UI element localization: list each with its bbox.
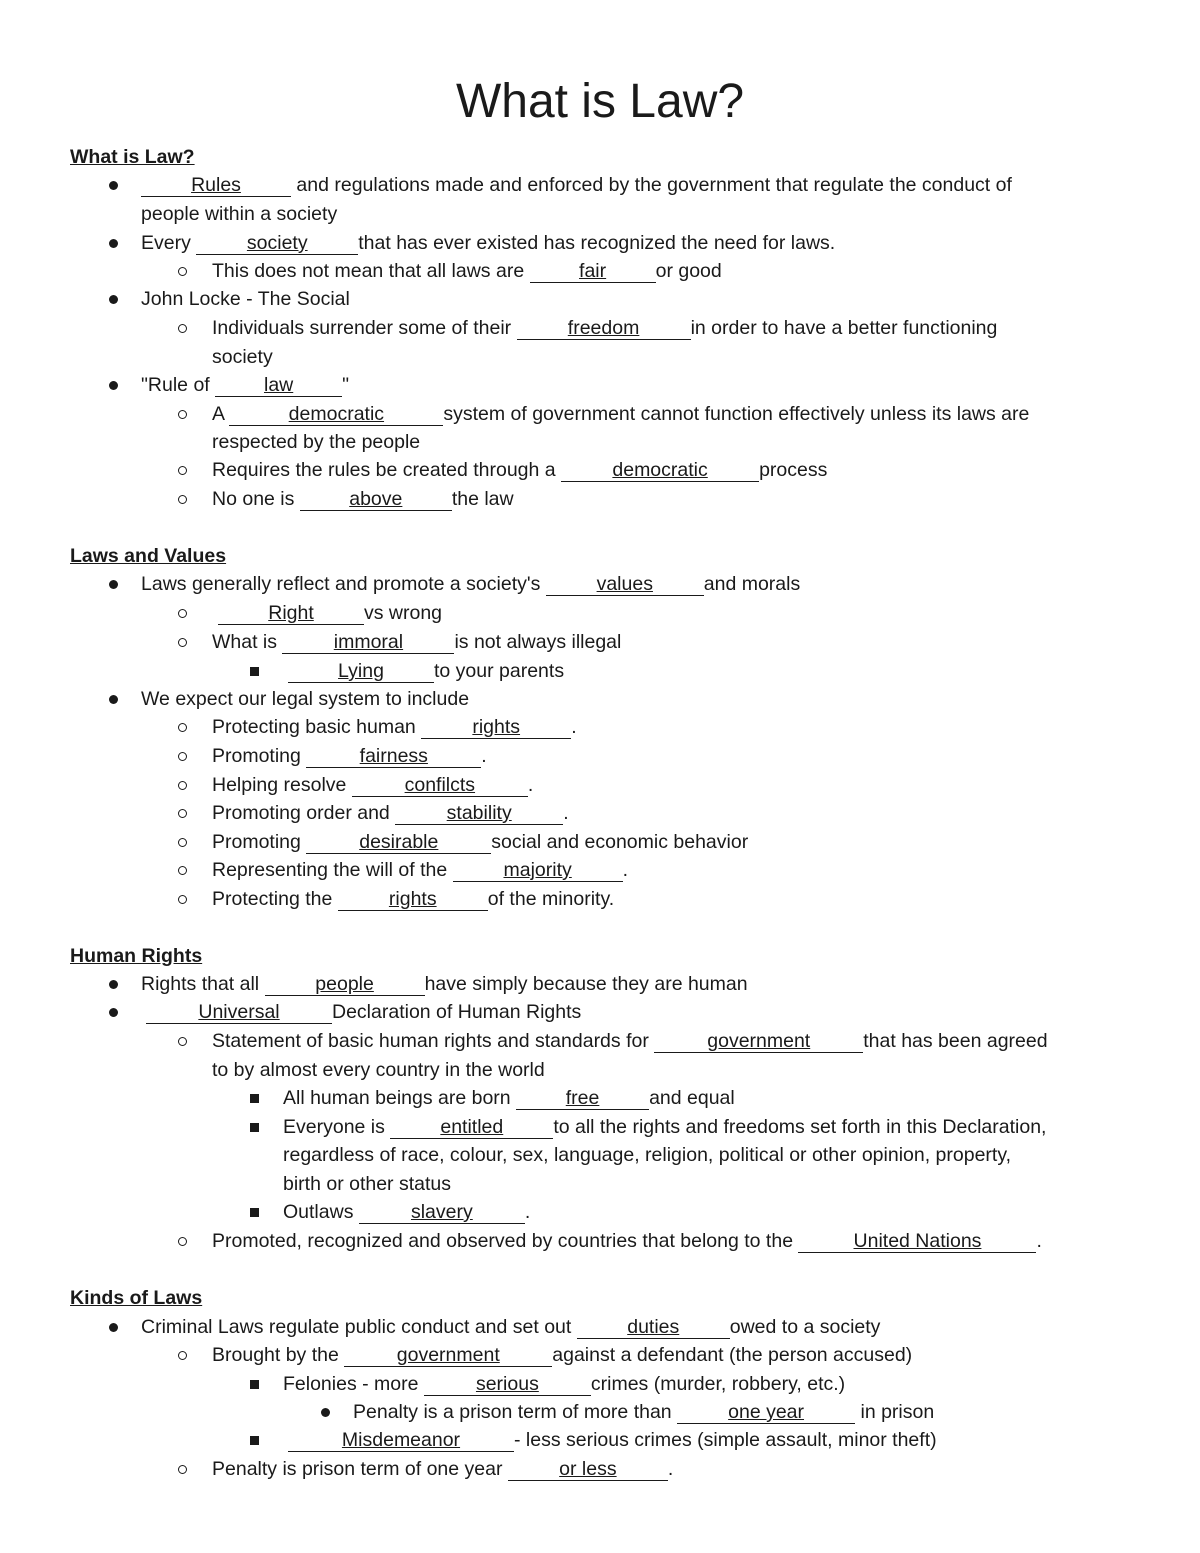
list-item: Promoting order and stability . xyxy=(212,802,569,824)
list-item-continuation: to by almost every country in the world xyxy=(212,1059,545,1081)
bullet-dot-icon xyxy=(109,1008,118,1017)
list-item: Helping resolve confilcts . xyxy=(212,774,534,796)
fill-blank: government xyxy=(654,1030,863,1053)
bullet-dot-icon xyxy=(109,181,118,190)
list-item: Every society that has ever existed has recognized the need for laws. xyxy=(141,232,836,254)
list-item: Representing the will of the majority . xyxy=(212,859,629,881)
list-item: Outlaws slavery . xyxy=(283,1201,531,1223)
list-item: Criminal Laws regulate public conduct and set out duties owed to a society xyxy=(141,1316,881,1338)
fill-blank: stability xyxy=(395,802,563,825)
fill-blank: law xyxy=(215,374,342,397)
bullet-dot-icon xyxy=(109,980,118,989)
page-title: What is Law? xyxy=(455,75,745,128)
bullet-circle-icon xyxy=(178,410,187,419)
list-item: Penalty is a prison term of more than one year in prison xyxy=(353,1401,935,1423)
fill-blank: rights xyxy=(338,888,488,911)
bullet-dot-icon xyxy=(109,381,118,390)
bullet-circle-icon xyxy=(178,723,187,732)
bullet-square-icon xyxy=(250,667,259,676)
list-item: John Locke - The Social xyxy=(141,288,350,310)
bullet-dot-icon xyxy=(109,1323,118,1332)
list-item: Right vs wrong xyxy=(218,599,442,627)
fill-blank: Right xyxy=(218,602,364,625)
list-item: Felonies - more serious crimes (murder, robbery, etc.) xyxy=(283,1373,846,1395)
fill-blank: Misdemeanor xyxy=(288,1429,514,1452)
list-item: Promoted, recognized and observed by countries that belong to the United Nations . xyxy=(212,1230,1042,1252)
bullet-dot-icon xyxy=(109,239,118,248)
list-item: Rights that all people have simply because they are human xyxy=(141,973,748,995)
list-item: Brought by the government against a defendant (the person accused) xyxy=(212,1344,913,1366)
fill-blank: fairness xyxy=(306,745,481,768)
list-item: Penalty is prison term of one year or less . xyxy=(212,1458,674,1480)
fill-blank: people xyxy=(265,973,425,996)
list-item: Lying to your parents xyxy=(288,657,564,685)
fill-blank: free xyxy=(516,1087,649,1110)
list-item-continuation: birth or other status xyxy=(283,1173,451,1195)
bullet-square-icon xyxy=(250,1208,259,1217)
fill-blank: Lying xyxy=(288,660,434,683)
bullet-circle-icon xyxy=(178,895,187,904)
bullet-circle-icon xyxy=(178,1351,187,1360)
bullet-square-icon xyxy=(250,1094,259,1103)
bullet-square-icon xyxy=(250,1436,259,1445)
bullet-circle-icon xyxy=(178,609,187,618)
fill-blank: Universal xyxy=(146,1001,332,1024)
bullet-circle-icon xyxy=(178,866,187,875)
fill-blank: Rules xyxy=(141,174,291,197)
fill-blank: entitled xyxy=(390,1116,553,1139)
fill-blank: or less xyxy=(508,1458,668,1481)
bullet-circle-icon xyxy=(178,324,187,333)
section-heading-what-is-law: What is Law? xyxy=(70,146,195,168)
fill-blank: freedom xyxy=(517,317,691,340)
list-item: Promoting fairness . xyxy=(212,745,487,767)
list-item: Universal Declaration of Human Rights xyxy=(146,998,581,1026)
bullet-dot-icon xyxy=(109,580,118,589)
list-item: What is immoral is not always illegal xyxy=(212,631,622,653)
bullet-circle-icon xyxy=(178,1237,187,1246)
bullet-circle-icon xyxy=(178,752,187,761)
section-heading-kinds-of-laws: Kinds of Laws xyxy=(70,1287,203,1309)
list-item: We expect our legal system to include xyxy=(141,688,470,710)
fill-blank: slavery xyxy=(359,1201,525,1224)
list-item: Protecting basic human rights . xyxy=(212,716,577,738)
fill-blank: duties xyxy=(577,1316,730,1339)
bullet-circle-icon xyxy=(178,1037,187,1046)
list-item: Laws generally reflect and promote a society's values and morals xyxy=(141,573,801,595)
list-item: Requires the rules be created through a democratic process xyxy=(212,459,828,481)
list-item: All human beings are born free and equal xyxy=(283,1087,735,1109)
list-item: Promoting desirable social and economic behavior xyxy=(212,831,749,853)
fill-blank: desirable xyxy=(306,831,491,854)
list-item: Rules and regulations made and enforced by the government that regulate the conduct of xyxy=(141,171,1012,199)
list-item-continuation: society xyxy=(212,346,273,368)
list-item-continuation: people within a society xyxy=(141,203,338,225)
bullet-circle-icon xyxy=(178,781,187,790)
bullet-circle-icon xyxy=(178,638,187,647)
list-item: A democratic system of government cannot function effectively unless its laws are xyxy=(212,403,1030,425)
list-item-continuation: respected by the people xyxy=(212,431,421,453)
bullet-square-icon xyxy=(250,1123,259,1132)
list-item: No one is above the law xyxy=(212,488,514,510)
list-item: Individuals surrender some of their freedom in order to have a better functioning xyxy=(212,317,998,339)
list-item: Everyone is entitled to all the rights and freedoms set forth in this Declaration, xyxy=(283,1116,1047,1138)
fill-blank: majority xyxy=(453,859,623,882)
fill-blank: immoral xyxy=(282,631,454,654)
list-item: Misdemeanor - less serious crimes (simple assault, minor theft) xyxy=(288,1426,937,1454)
fill-blank: democratic xyxy=(561,459,759,482)
bullet-dot-icon xyxy=(321,1408,330,1417)
fill-blank: rights xyxy=(421,716,571,739)
bullet-dot-icon xyxy=(109,695,118,704)
list-item: This does not mean that all laws are fair or good xyxy=(212,260,722,282)
fill-blank: United Nations xyxy=(798,1230,1036,1253)
fill-blank: fair xyxy=(530,260,656,283)
list-item: Statement of basic human rights and standards for government that has been agreed xyxy=(212,1030,1048,1052)
fill-blank: confilcts xyxy=(352,774,528,797)
bullet-dot-icon xyxy=(109,295,118,304)
fill-blank: above xyxy=(300,488,452,511)
fill-blank: democratic xyxy=(229,403,443,426)
fill-blank: serious xyxy=(424,1373,591,1396)
fill-blank: government xyxy=(344,1344,552,1367)
bullet-circle-icon xyxy=(178,267,187,276)
bullet-circle-icon xyxy=(178,466,187,475)
fill-blank: values xyxy=(546,573,704,596)
fill-blank: one year xyxy=(677,1401,855,1424)
bullet-circle-icon xyxy=(178,1465,187,1474)
bullet-circle-icon xyxy=(178,838,187,847)
section-heading-laws-and-values: Laws and Values xyxy=(70,545,227,567)
bullet-circle-icon xyxy=(178,809,187,818)
bullet-square-icon xyxy=(250,1380,259,1389)
section-heading-human-rights: Human Rights xyxy=(70,945,203,967)
fill-blank: society xyxy=(196,232,358,255)
list-item: "Rule of law " xyxy=(141,374,350,396)
bullet-circle-icon xyxy=(178,495,187,504)
list-item: Protecting the rights of the minority. xyxy=(212,888,615,910)
list-item-continuation: regardless of race, colour, sex, language, religion, political or other opinion, property, xyxy=(283,1144,1012,1166)
